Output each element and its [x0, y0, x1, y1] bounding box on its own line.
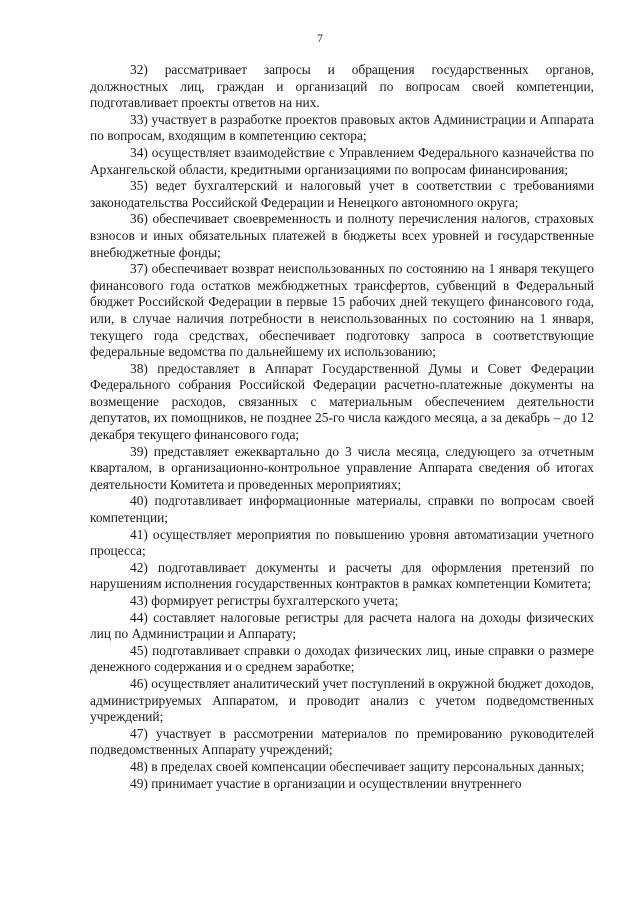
- list-item-35: 35) ведет бухгалтерский и налоговый учет в соответствии с требованиями законодательства Российской Федерации и Ненецкого автономного округа;: [90, 178, 594, 210]
- list-item-42: 42) подготавливает документы и расчеты для оформления претензий по нарушениям исполнения государственных контрактов в рамках компетенции Комитета;: [90, 559, 594, 592]
- document-body: [90, 62, 594, 792]
- list-item-33: 33) участвует в разработке проектов правовых актов Администрации и Аппарата по вопросам, входящим в компетенцию сектора;: [90, 111, 594, 144]
- list-item-40: 40) подготавливает информационные материалы, справки по вопросам своей компетенции;: [90, 493, 594, 526]
- list-item-36: 36) обеспечивает своевременность и полноту перечисления налогов, страховых взносов и иных обязательных платежей в бюджеты всех уровней и государственные внебюджетные фонды;: [90, 211, 594, 260]
- list-item-41: 41) осуществляет мероприятия по повышению уровня автоматизации учетного процесса;: [90, 526, 594, 559]
- list-item-46: 46) осуществляет аналитический учет поступлений в окружной бюджет доходов, администрируемых Аппаратом, и проводит анализ с учетом подведомственных учреждений;: [90, 675, 594, 725]
- list-item-37: 37) обеспечивает возврат неиспользованных по состоянию на 1 января текущего финансового года остатков межбюджетных трансфертов, субвенций в Федеральный бюджет Российской Федерации в первые 15 рабочих дней текущего финансового года, или, в случае наличия потребности в неиспользованных по состоянию на 1 января, текущего года средствах, обеспечивает подготовку запроса в соответствующие федеральные ведомства по дальнейшему их использованию;: [90, 261, 594, 360]
- list-item-49: 49) принимает участие в организации и осуществлении внутреннего: [130, 775, 522, 791]
- list-item-38: 38) предоставляет в Аппарат Государственной Думы и Совет Федерации Федерального собрания Российской Федерации расчетно-платежные документы на возмещение расходов, связанных с материальным обеспечением деятельности депутатов, их помощников, не позднее 25-го числа каждого месяца, а за декабрь – до 12 декабря текущего финансового года;: [90, 360, 594, 443]
- list-item-34: 34) осуществляет взаимодействие с Управлением Федерального казначейства по Архангельской области, кредитными организациями по вопросам финансирования;: [90, 144, 594, 177]
- list-item-44: 44) составляет налоговые регистры для расчета налога на доходы физических лиц по Администрации и Аппарату;: [90, 609, 594, 642]
- page-number: 7: [317, 33, 323, 45]
- list-item-32: 32) рассматривает запросы и обращения государственных органов, должностных лиц, граждан и организаций по вопросам своей компетенции, подготавливает проекты ответов на них.: [90, 62, 594, 111]
- list-item-48: 48) в пределах своей компенсации обеспечивает защиту персональных данных;: [130, 758, 585, 774]
- list-item-43: 43) формирует регистры бухгалтерского учета;: [130, 593, 399, 608]
- list-item-45: 45) подготавливает справки о доходах физических лиц, иные справки о размере денежного содержания и о среднем заработке;: [90, 642, 594, 675]
- list-item-39: 39) представляет ежеквартально до 3 числа месяца, следующего за отчетным кварталом, в организационно-контрольное управление Аппарата сведения об итогах деятельности Комитета и проведенных мероприятиях;: [90, 443, 594, 492]
- list-item-47: 47) участвует в рассмотрении материалов по премированию руководителей подведомственных Аппарату учреждений;: [90, 725, 594, 758]
